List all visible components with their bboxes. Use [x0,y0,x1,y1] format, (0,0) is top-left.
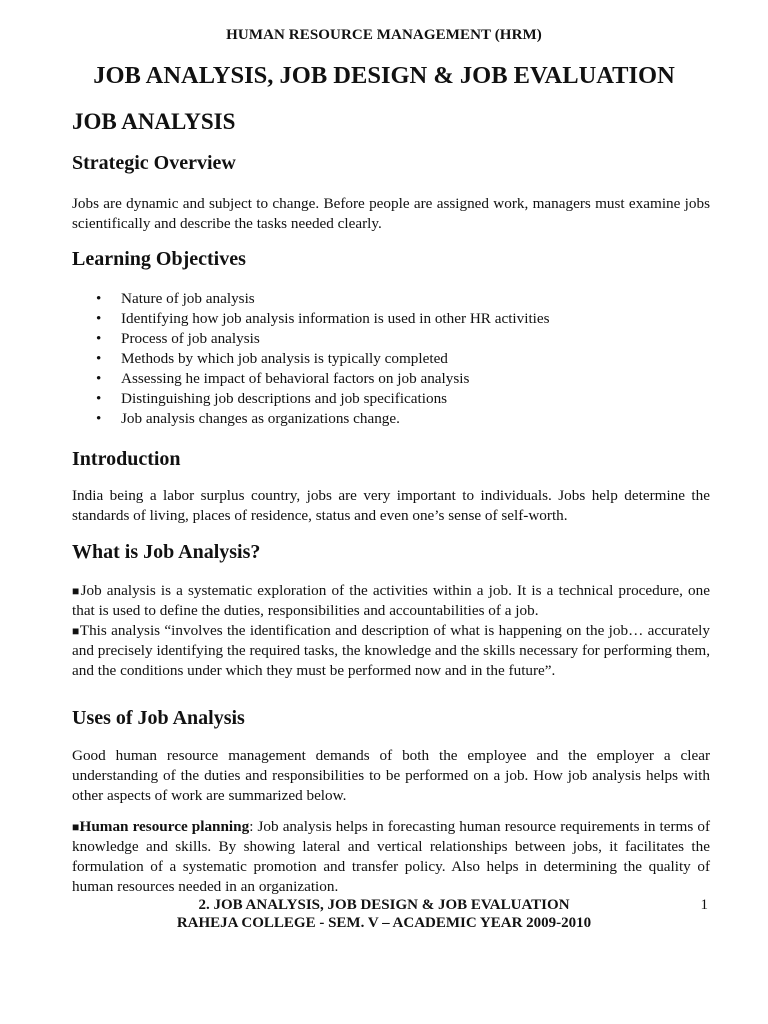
bullet-icon: • [96,370,102,387]
list-item-text: Identifying how job analysis information is used in other HR activities [121,310,550,327]
what-is-point-2 [72,621,710,681]
introduction-text: India being a labor surplus country, jobs are very important to individuals. Jobs help determine the standards of living, places of residence, status and even one’s sense of self-worth. [72,487,710,524]
bullet-icon: • [96,310,102,327]
list-item [96,329,550,349]
footer-line-1: 2. JOB ANALYSIS, JOB DESIGN & JOB EVALUATION [198,897,570,913]
list-item-text: Distinguishing job descriptions and job specifications [121,390,448,407]
list-item [96,389,550,409]
list-item [96,289,550,309]
hrp-paragraph [72,817,710,897]
hrp-text: : Job analysis helps in forecasting human resource requirements in terms of knowledge and skills. By showing lateral and vertical relationships between jobs, it facilitates the formulation of a systematic promotion and transfer policy. Also helps in determining the quality of human resources needed in an organization. [72,818,710,895]
what-is-heading: What is Job Analysis? [72,541,261,563]
what-is-point-2-text: This analysis “involves the identification and description of what is happening on the job… accurately and precisely identifying the required tasks, the knowledge and the skills necessary for performing them, and the conditions under which they must be performed now and in the future”. [72,622,710,679]
document-title: JOB ANALYSIS, JOB DESIGN & JOB EVALUATION [93,62,675,89]
list-item-text: Nature of job analysis [121,290,255,307]
hrp-label: Human resource planning [79,818,250,835]
list-item-text: Process of job analysis [121,330,260,347]
bullet-icon: • [96,290,102,307]
section-title: JOB ANALYSIS [72,109,236,134]
list-item [96,309,550,329]
bullet-icon: • [96,350,102,367]
running-header: HUMAN RESOURCE MANAGEMENT (HRM) [226,27,542,43]
square-bullet-icon: ■ [72,624,80,638]
bullet-icon: • [96,390,102,407]
what-is-point-1-text: Job analysis is a systematic exploration of the activities within a job. It is a technical procedure, one that is used to define the duties, responsibilities and accountabilities of a job. [72,582,710,619]
strategic-overview-heading: Strategic Overview [72,152,236,174]
square-bullet-icon: ■ [72,820,80,834]
list-item [96,369,550,389]
list-item [96,409,550,429]
bullet-icon: • [96,330,102,347]
bullet-icon: • [96,410,102,427]
list-item-text: Assessing he impact of behavioral factors on job analysis [121,370,470,387]
footer-line-2: RAHEJA COLLEGE - SEM. V – ACADEMIC YEAR 2009-2010 [176,915,592,931]
list-item [96,349,550,369]
square-bullet-icon: ■ [72,584,81,598]
page-number: 1 [700,897,708,913]
introduction-heading: Introduction [72,448,181,470]
uses-intro-text: Good human resource management demands of both the employee and the employer a clear understanding of the duties and responsibilities to be performed on a job. How job analysis helps with other aspects of work are summarized below. [72,747,710,804]
list-item-text: Methods by which job analysis is typically completed [121,350,448,367]
learning-objectives-list [96,289,550,429]
list-item-text: Job analysis changes as organizations change. [121,410,400,427]
learning-objectives-heading: Learning Objectives [72,248,246,270]
strategic-overview-text: Jobs are dynamic and subject to change. Before people are assigned work, managers must examine jobs scientifically and describe the tasks needed clearly. [72,195,710,232]
uses-heading: Uses of Job Analysis [72,707,245,729]
what-is-point-1 [72,581,710,621]
